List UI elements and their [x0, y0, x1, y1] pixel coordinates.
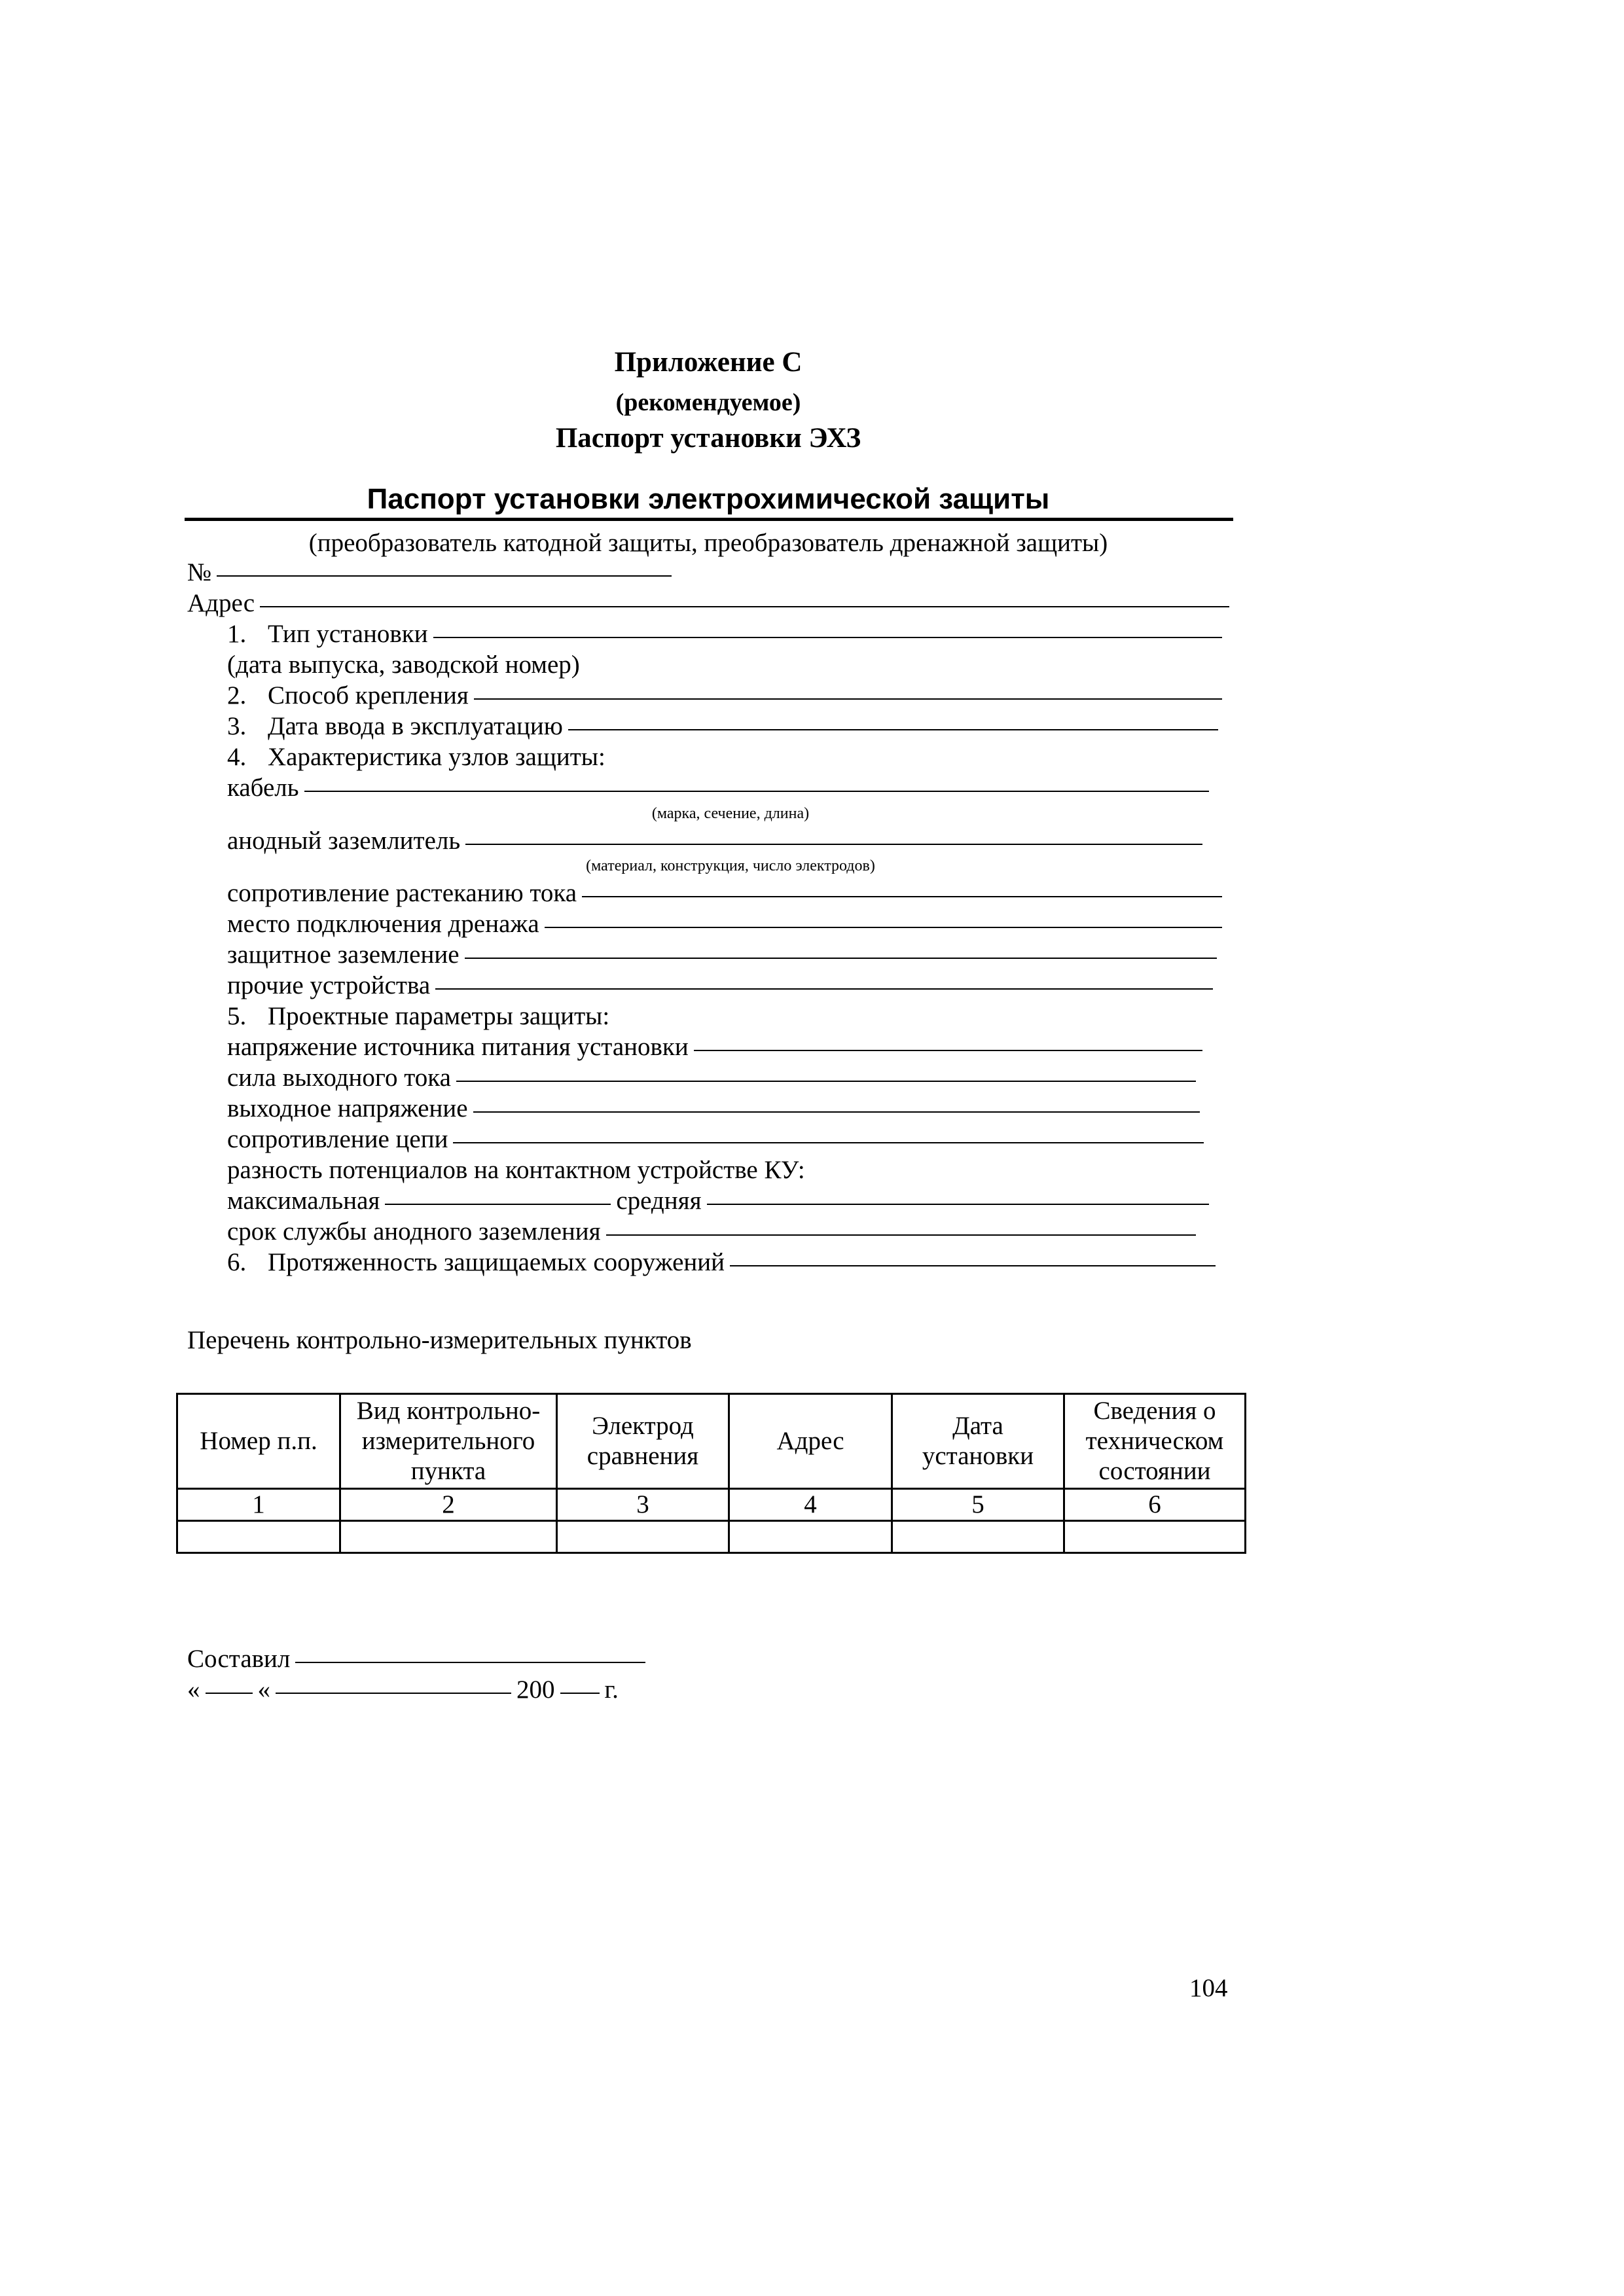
column-number: 1	[177, 1489, 340, 1521]
item-label: Характеристика узлов защиты:	[268, 743, 605, 771]
column-header: Сведения о техническом состоянии	[1064, 1394, 1246, 1489]
field-blank	[473, 1111, 1200, 1113]
column-number: 4	[729, 1489, 892, 1521]
circuit-resistance-field	[227, 1124, 1204, 1154]
measurement-points-table	[176, 1393, 1246, 1554]
document-subtitle: (преобразователь катодной защиты, преобразователь дренажной защиты)	[308, 529, 1108, 557]
protective-ground-field	[227, 940, 1217, 969]
field-blank	[453, 1142, 1204, 1143]
field-label: защитное заземление	[227, 941, 460, 969]
drain-point-field	[227, 909, 1222, 939]
column-header: Вид контрольно-измерительного пункта	[340, 1394, 557, 1489]
field-label: сопротивление растеканию тока	[227, 879, 577, 907]
max-label: максимальная	[227, 1187, 380, 1215]
supply-voltage-field	[227, 1032, 1202, 1062]
year-blank	[560, 1693, 600, 1694]
item-install-type-note	[227, 650, 580, 679]
item-mounting	[227, 681, 1222, 710]
table-cell	[729, 1521, 892, 1553]
field-label: срок службы анодного заземления	[227, 1217, 601, 1246]
date-open-quote: «	[187, 1676, 200, 1704]
avg-blank	[707, 1204, 1209, 1205]
field-blank	[465, 958, 1217, 959]
item-commission-date	[227, 711, 1218, 741]
table-cell	[1064, 1521, 1246, 1553]
field-blank	[582, 896, 1222, 897]
item-number: 4.	[227, 743, 247, 771]
column-number: 2	[340, 1489, 557, 1521]
column-number: 5	[892, 1489, 1064, 1521]
field-label: напряжение источника питания установки	[227, 1033, 689, 1061]
compiled-label: Составил	[187, 1645, 291, 1673]
field-blank	[304, 791, 1209, 792]
day-blank	[206, 1693, 253, 1694]
potential-diff-label	[227, 1155, 805, 1185]
anode-note: (материал, конструкция, число электродов)	[586, 857, 875, 874]
item-protection-units	[227, 742, 605, 772]
cable-field	[227, 773, 1209, 802]
table-caption: Перечень контрольно-измерительных пунктов	[187, 1326, 692, 1354]
field-blank	[465, 844, 1202, 845]
max-blank	[385, 1204, 611, 1205]
year-suffix: г.	[604, 1676, 619, 1704]
output-voltage-field	[227, 1094, 1200, 1123]
table-cell	[557, 1521, 729, 1553]
number-field	[187, 558, 672, 587]
note-text: (дата выпуска, заводской номер)	[227, 651, 580, 679]
field-label: разность потенциалов на контактном устройстве КУ:	[227, 1156, 805, 1184]
field-label: выходное напряжение	[227, 1094, 468, 1122]
field-label: сопротивление цепи	[227, 1125, 448, 1153]
column-header: Номер п.п.	[177, 1394, 340, 1489]
potential-max-avg-field	[227, 1186, 1209, 1215]
item-blank	[474, 698, 1222, 700]
field-blank	[694, 1050, 1202, 1051]
item-label: Способ крепления	[268, 681, 469, 709]
avg-label: средняя	[616, 1187, 702, 1215]
column-header: Адрес	[729, 1394, 892, 1489]
table-cell	[340, 1521, 557, 1553]
passport-short-title: Паспорт установки ЭХЗ	[555, 423, 861, 454]
document-title: Паспорт установки электрохимической защиты	[367, 483, 1050, 515]
field-label: прочие устройства	[227, 971, 431, 999]
item-blank	[568, 729, 1218, 730]
field-blank	[545, 927, 1222, 928]
anode-field	[227, 826, 1202, 855]
table-header-row	[177, 1394, 1246, 1489]
item-number: 5.	[227, 1002, 247, 1030]
compiled-blank	[295, 1662, 645, 1663]
item-structures-length	[227, 1247, 1216, 1277]
title-underline	[185, 518, 1233, 521]
year-prefix: 200	[516, 1676, 555, 1704]
cable-note: (марка, сечение, длина)	[651, 805, 810, 822]
column-header: Дата установки	[892, 1394, 1064, 1489]
address-field	[187, 588, 1229, 618]
address-blank	[260, 606, 1229, 607]
appendix-kind: (рекомендуемое)	[615, 389, 801, 416]
table-cell	[177, 1521, 340, 1553]
item-design-params	[227, 1001, 609, 1031]
item-number: 3.	[227, 712, 247, 740]
field-blank	[456, 1081, 1196, 1082]
column-number: 3	[557, 1489, 729, 1521]
spread-resistance-field	[227, 878, 1222, 908]
page-number: 104	[1189, 1974, 1228, 2002]
item-number: 6.	[227, 1248, 247, 1276]
other-devices-field	[227, 971, 1213, 1000]
table-row	[177, 1521, 1246, 1553]
item-blank	[433, 637, 1222, 638]
item-label: Протяженность защищаемых сооружений	[268, 1248, 725, 1276]
output-current-field	[227, 1063, 1196, 1092]
address-label: Адрес	[187, 589, 255, 617]
item-label: Дата ввода в эксплуатацию	[268, 712, 563, 740]
date-close-quote: «	[257, 1676, 270, 1704]
field-label: сила выходного тока	[227, 1064, 451, 1092]
appendix-heading: Приложение С	[614, 347, 803, 378]
anode-life-field	[227, 1217, 1196, 1246]
field-label: место подключения дренажа	[227, 910, 539, 938]
item-blank	[730, 1265, 1216, 1266]
field-label: кабель	[227, 774, 299, 802]
column-header: Электрод сравнения	[557, 1394, 729, 1489]
date-field	[187, 1675, 619, 1704]
table-row	[177, 1489, 1246, 1521]
number-label: №	[187, 558, 212, 586]
item-number: 1.	[227, 620, 247, 648]
field-blank	[435, 988, 1213, 990]
table-cell	[892, 1521, 1064, 1553]
number-blank	[217, 575, 672, 577]
item-label: Проектные параметры защиты:	[268, 1002, 610, 1030]
field-blank	[606, 1234, 1196, 1236]
item-install-type	[227, 619, 1222, 649]
field-label: анодный заземлитель	[227, 827, 461, 855]
month-blank	[276, 1693, 511, 1694]
compiled-by-field	[187, 1644, 645, 1674]
column-number: 6	[1064, 1489, 1246, 1521]
item-number: 2.	[227, 681, 247, 709]
item-label: Тип установки	[268, 620, 428, 648]
